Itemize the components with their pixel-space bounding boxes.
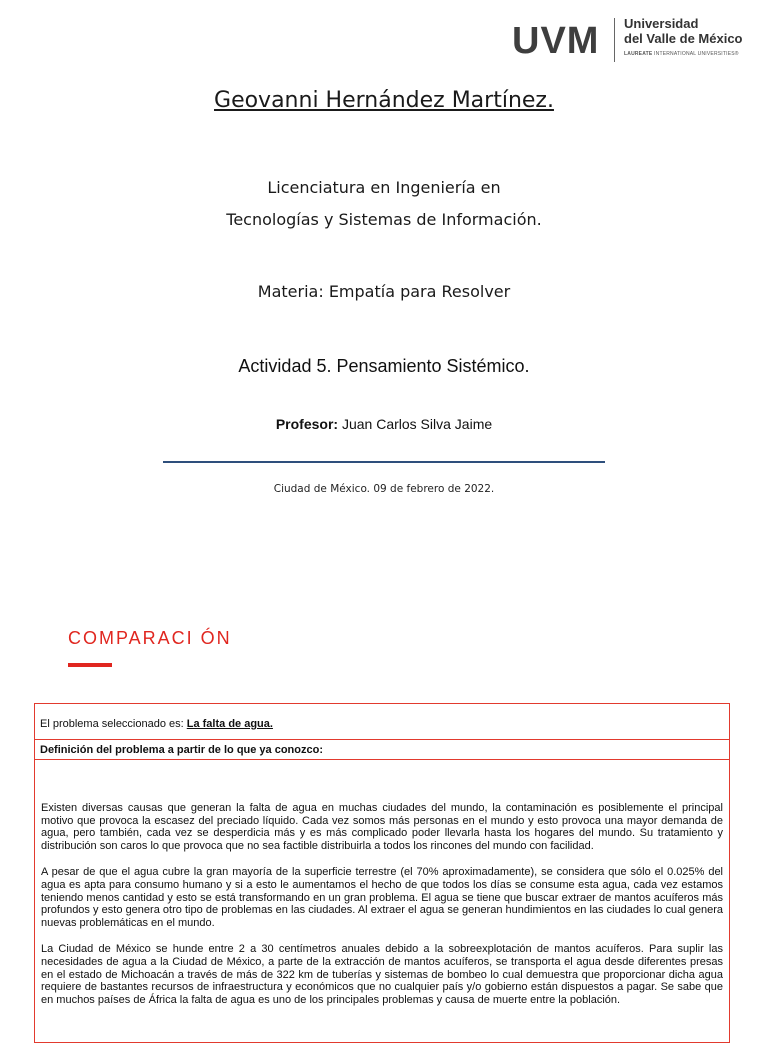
paragraph-1: Existen diversas causas que generan la falta de agua en muchas ciudades del mundo, la contaminación es posiblemente el principal motivo que provoca la escasez del preciado líquido. Cada vez somos más personas en el mundo y esto provoca una mayor demanda de agua, pero también, cada vez se desperdicia más y es más complicado poder llevarla hasta los hogares del mundo. Su tratamiento y distribución son caros lo que provoca que no sea factible distribuirla a todos los rincones del mundo con facilidad. (41, 802, 723, 852)
professor (0, 416, 768, 432)
logo-text (624, 16, 748, 57)
degree-line-1: Licenciatura en Ingeniería en (267, 178, 501, 197)
divider-line (163, 461, 605, 463)
section-heading: COMPARACI ÓN (68, 628, 232, 648)
logo-line-valle: del Valle de México (624, 31, 743, 46)
professor-label: Profesor: (275, 416, 339, 432)
paragraph-2: A pesar de que el agua cubre la gran mayoría de la superficie terrestre (el 70% aproximadamente), se considera que sólo el 0.025% del agua es apta para consumo humano y si a esto le aumentamos el hecho de que todos los días se consume esta agua, cada vez estamos teniendo menos cantidad y esto se está transformando en un gran problema. El agua se tiene que buscar extraer de mantos acuíferos más profundos y esto genera otro tipo de problemas en las ciudades. Al extraer el agua se generan hundimientos en las ciudades lo cual genera nuevas problemáticas en el mundo. (41, 866, 723, 929)
activity-title: Actividad 5. Pensamiento Sistémico. (238, 356, 530, 376)
author-name: Geovanni Hernández Martínez. (214, 88, 554, 113)
logo-line-laureate (624, 51, 748, 57)
definition-body (35, 760, 729, 1006)
degree-block (0, 172, 768, 236)
problem-row (35, 704, 729, 740)
degree-line-2: Tecnologías y Sistemas de Información. (226, 210, 542, 229)
professor-name: Juan Carlos Silva Jaime (338, 416, 493, 432)
problem-table (34, 703, 730, 1043)
logo-separator (614, 18, 615, 62)
uvm-logo (512, 16, 748, 66)
logo-laureate-bold: LAUREATE (624, 51, 653, 57)
logo-line-universidad: Universidad (624, 16, 699, 31)
section-underline (68, 663, 112, 667)
definition-row: Definición del problema a partir de lo que ya conozco: (35, 740, 729, 760)
problem-label: El problema seleccionado es: (40, 718, 187, 730)
logo-laureate-rest: INTERNATIONAL UNIVERSITIES® (652, 51, 739, 57)
subject: Materia: Empatía para Resolver (257, 282, 511, 301)
problem-value: La falta de agua. (186, 718, 273, 730)
uvm-logo-mark: UVM (512, 20, 600, 62)
date-line: Ciudad de México. 09 de febrero de 2022. (273, 483, 495, 495)
paragraph-3: La Ciudad de México se hunde entre 2 a 30 centímetros anuales debido a la sobreexplotación de mantos acuíferos. Para suplir las necesidades de agua a la Ciudad de México, a parte de la extracción de mantos acuíferos, se transporta el agua desde diferentes presas en el estado de Michoacán a través de más de 322 km de tuberías y sistemas de bombeo lo cual demuestra que proporcionar dicha agua requiere de bastantes recursos de infraestructura y económicos que no cualquier país y/o gobierno están dispuestos a pagar. Se sabe que en muchos países de África la falta de agua es uno de los principales problemas y causa de muerte entre la población. (41, 943, 723, 1006)
